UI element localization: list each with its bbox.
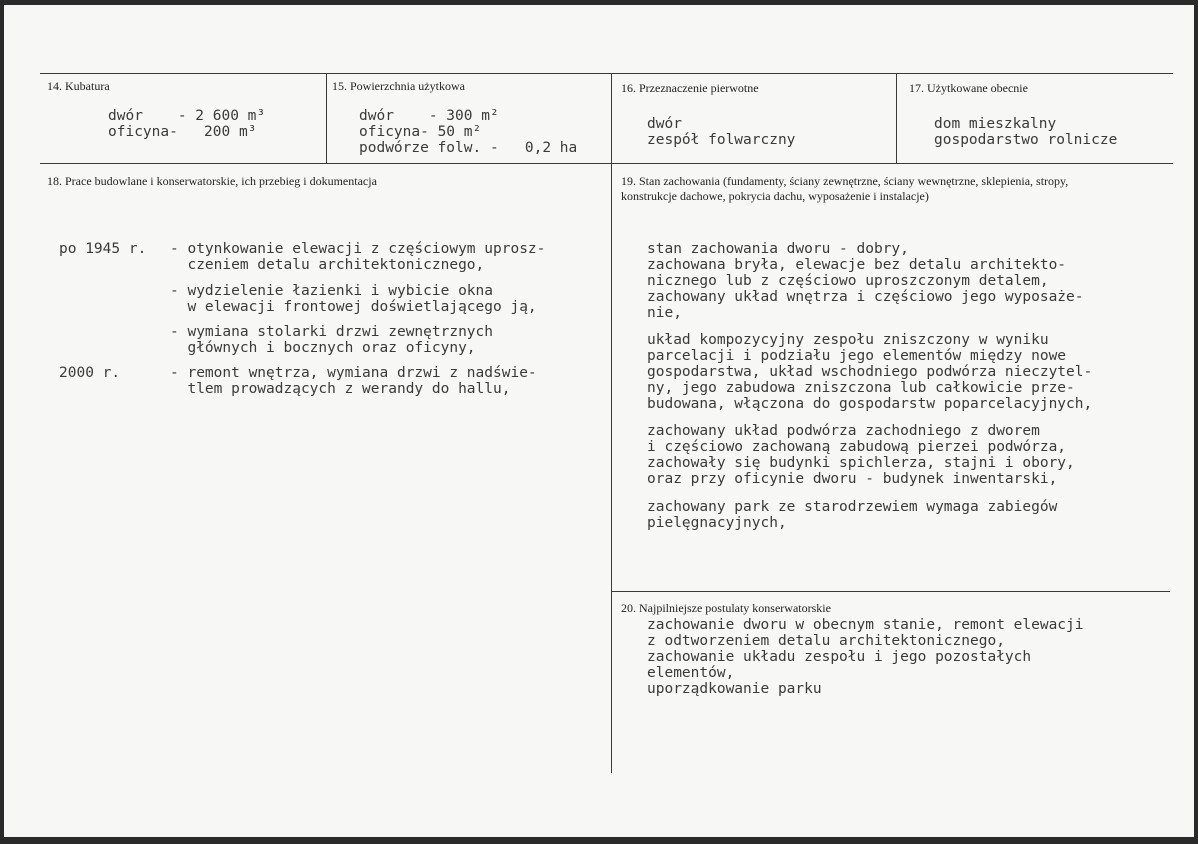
box19-p1-line1: stan zachowania dworu - dobry, bbox=[647, 241, 909, 257]
box19-label-line1: 19. Stan zachowania (fundamenty, ściany zewnętrzne, ściany wewnętrzne, sklepienia, stropy, bbox=[621, 174, 1069, 188]
box17-label: 17. Użytkowane obecnie bbox=[909, 81, 1028, 95]
box19-p4-line1: zachowany park ze starodrzewiem wymaga zabiegów bbox=[647, 499, 1058, 515]
box19-p2-line5: budowana, włączona do gospodarstw poparcelacyjnych, bbox=[647, 396, 1093, 412]
box19-p1-line3: nicznego lub z częściowo uproszczonym detalem, bbox=[647, 273, 1049, 289]
box17-line-2: gospodarstwo rolnicze bbox=[934, 132, 1118, 148]
box19-p3-line3: zachowały się budynki spichlerza, stajni i obory, bbox=[647, 455, 1075, 471]
box17-line-1: dom mieszkalny bbox=[934, 116, 1057, 132]
box15-label: 15. Powierzchnia użytkowa bbox=[332, 79, 465, 93]
box18-entry4-line2: tlem prowadzących z werandy do hallu, bbox=[170, 381, 511, 397]
box19-p1-line4: zachowany układ wnętrza i częściowo jego wyposaże- bbox=[647, 289, 1084, 305]
box18-entry1-date: po 1945 r. bbox=[59, 241, 147, 257]
box14-line-1: dwór - 2 600 m³ bbox=[108, 108, 266, 124]
box19-p3-line2: i częściowo zachowaną zabudową pierzei podwórza, bbox=[647, 439, 1067, 455]
box16-label: 16. Przeznaczenie pierwotne bbox=[621, 81, 759, 95]
divider-center bbox=[611, 73, 612, 773]
box20-line2: z odtworzeniem detalu architektonicznego, bbox=[647, 633, 1005, 649]
box18-entry2-line1: - wydzielenie łazienki i wybicie okna bbox=[170, 283, 494, 299]
box19-p2-line1: układ kompozycyjny zespołu zniszczony w wyniku bbox=[647, 332, 1049, 348]
box19-p1-line5: nie, bbox=[647, 305, 682, 321]
rule-mid bbox=[40, 163, 1173, 164]
box19-label-line2: konstrukcje dachowe, pokrycia dachu, wyposażenie i instalacje) bbox=[621, 189, 929, 203]
divider-14-15 bbox=[326, 73, 327, 164]
box18-entry3-line1: - wymiana stolarki drzwi zewnętrznych bbox=[170, 324, 494, 340]
box15-line-3: podwórze folw. - 0,2 ha bbox=[359, 140, 578, 156]
box19-p3-line4: oraz przy oficynie dworu - budynek inwentarski, bbox=[647, 471, 1058, 487]
box14-label: 14. Kubatura bbox=[47, 79, 110, 93]
rule-box20 bbox=[611, 591, 1170, 592]
box20-line1: zachowanie dworu w obecnym stanie, remont elewacji bbox=[647, 617, 1084, 633]
box19-p4-line2: pielęgnacyjnych, bbox=[647, 515, 787, 531]
box18-entry1-line1: - otynkowanie elewacji z częściowym uprosz- bbox=[170, 241, 546, 257]
box19-p2-line4: ny, jego zabudowa zniszczona lub całkowicie prze- bbox=[647, 380, 1075, 396]
box19-p2-line3: gospodarstwa, układ wschodniego podwórza nieczytel- bbox=[647, 364, 1093, 380]
box20-line5: uporządkowanie parku bbox=[647, 681, 822, 697]
box16-line-2: zespół folwarczny bbox=[647, 132, 796, 148]
box19-p2-line2: parcelacji i podziału jego elementów między nowe bbox=[647, 348, 1067, 364]
box20-line3: zachowanie układu zespołu i jego pozostałych bbox=[647, 649, 1032, 665]
box19-p1-line2: zachowana bryła, elewacje bez detalu architekto- bbox=[647, 257, 1067, 273]
box18-entry1-line2: czeniem detalu architektonicznego, bbox=[170, 257, 485, 273]
box18-entry4-date: 2000 r. bbox=[59, 365, 121, 381]
box20-line4: elementów, bbox=[647, 665, 735, 681]
box15-line-2: oficyna- 50 m² bbox=[359, 124, 482, 140]
box15-line-1: dwór - 300 m² bbox=[359, 108, 499, 124]
box18-entry2-line2: w elewacji frontowej doświetlającego ją, bbox=[170, 299, 537, 315]
box19-p3-line1: zachowany układ podwórza zachodniego z dworem bbox=[647, 423, 1040, 439]
box20-label: 20. Najpilniejsze postulaty konserwatorskie bbox=[621, 601, 831, 615]
box18-label: 18. Prace budowlane i konserwatorskie, ich przebieg i dokumentacja bbox=[47, 174, 377, 188]
divider-16-17 bbox=[896, 73, 897, 164]
box18-entry4-line1: - remont wnętrza, wymiana drzwi z nadświe- bbox=[170, 365, 537, 381]
rule-top bbox=[40, 73, 1173, 74]
box18-entry3-line2: głównych i bocznych oraz oficyny, bbox=[170, 340, 476, 356]
box14-line-2: oficyna- 200 m³ bbox=[108, 124, 257, 140]
box16-line-1: dwór bbox=[647, 116, 682, 132]
